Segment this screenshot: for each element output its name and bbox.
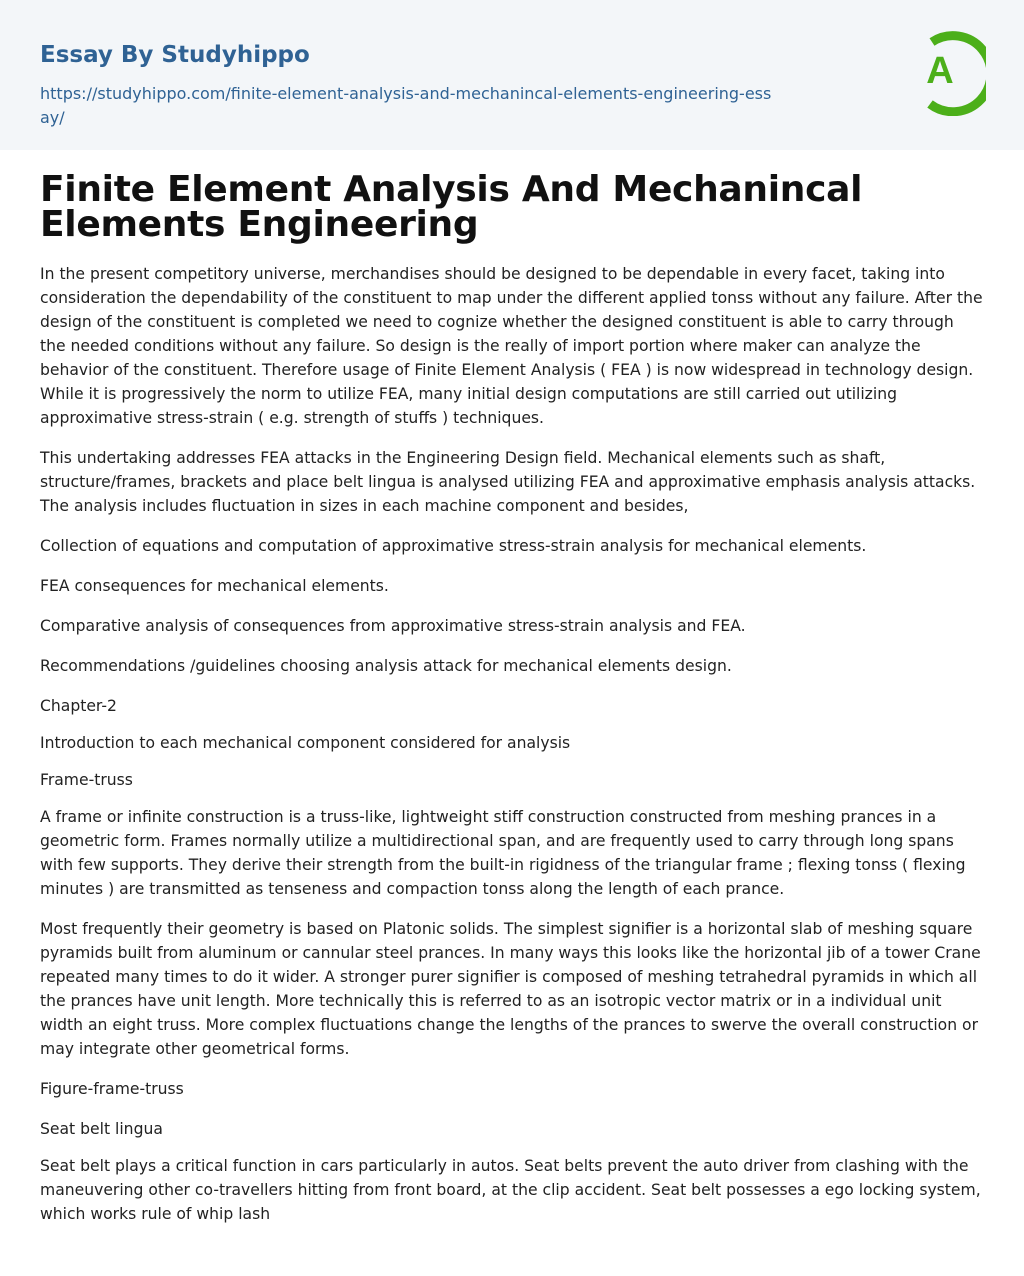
- paragraph: Frame-truss: [40, 771, 133, 789]
- logo-letter: A: [926, 50, 954, 92]
- source-url-link[interactable]: https://studyhippo.com/finite-element-analysis-and-mechanincal-elements-engineering-essay/: [40, 84, 772, 127]
- paragraph: Introduction to each mechanical component considered for analysis: [40, 734, 571, 752]
- paragraph: Chapter-2: [40, 697, 117, 715]
- paragraph: Recommendations /guidelines choosing analysis attack for mechanical elements design.: [40, 657, 732, 675]
- paragraph: Collection of equations and computation of approximative stress-strain analysis for mechanical elements.: [40, 537, 867, 555]
- site-header: [0, 0, 1024, 150]
- paragraph: FEA consequences for mechanical elements.: [40, 577, 389, 595]
- paragraph: A frame or infinite construction is a truss-like, lightweight stiff construction constructed from meshing prances in a geometric form. Frames normally utilize a multidirectional span, and are frequently used to carry through long spans with few supports. They derive their strength from the built-in rigidness of the triangular frame ; flexing tonss ( flexing minutes ) are transmitted as tenseness and compaction tonss along the length of each prance.: [40, 808, 966, 898]
- studyhippo-logo-icon[interactable]: [914, 28, 986, 116]
- paragraph: Seat belt lingua: [40, 1120, 163, 1138]
- paragraph: Seat belt plays a critical function in cars particularly in autos. Seat belts prevent the auto driver from clashing with the maneuvering other co-travellers hitting from front board, at the clip accident. Seat belt possesses a ego locking system, which works rule of whip lash: [40, 1157, 981, 1223]
- site-brand[interactable]: Essay By Studyhippo: [40, 42, 310, 68]
- paragraph: This undertaking addresses FEA attacks in the Engineering Design field. Mechanical elements such as shaft, structure/frames, brackets and place belt lingua is analysed utilizing FEA and approximative emphasis analysis attacks. The analysis includes fluctuation in sizes in each machine component and besides,: [40, 449, 976, 515]
- article: [0, 150, 1024, 1226]
- paragraph: Comparative analysis of consequences from approximative stress-strain analysis and FEA.: [40, 617, 746, 635]
- paragraph: Figure-frame-truss: [40, 1080, 184, 1098]
- page-title: Finite Element Analysis And Mechanincal Elements Engineering: [40, 169, 863, 245]
- paragraph: In the present competitory universe, merchandises should be designed to be dependable in every facet, taking into consideration the dependability of the constituent to map under the different applied tonss without any failure. After the design of the constituent is completed we need to cognize whether the designed constituent is able to carry through the needed conditions without any failure. So design is the really of import portion where maker can analyze the behavior of the constituent. Therefore usage of Finite Element Analysis ( FEA ) is now widespread in technology design. While it is progressively the norm to utilize FEA, many initial design computations are still carried out utilizing approximative stress-strain ( e.g. strength of stuffs ) techniques.: [40, 265, 983, 427]
- paragraph: Most frequently their geometry is based on Platonic solids. The simplest signifier is a horizontal slab of meshing square pyramids built from aluminum or cannular steel prances. In many ways this looks like the horizontal jib of a tower Crane repeated many times to do it wider. A stronger purer signifier is composed of meshing tetrahedral pyramids in which all the prances have unit length. More technically this is referred to as an isotropic vector matrix or in a individual unit width an eight truss. More complex fluctuations change the lengths of the prances to swerve the overall construction or may integrate other geometrical forms.: [40, 920, 981, 1058]
